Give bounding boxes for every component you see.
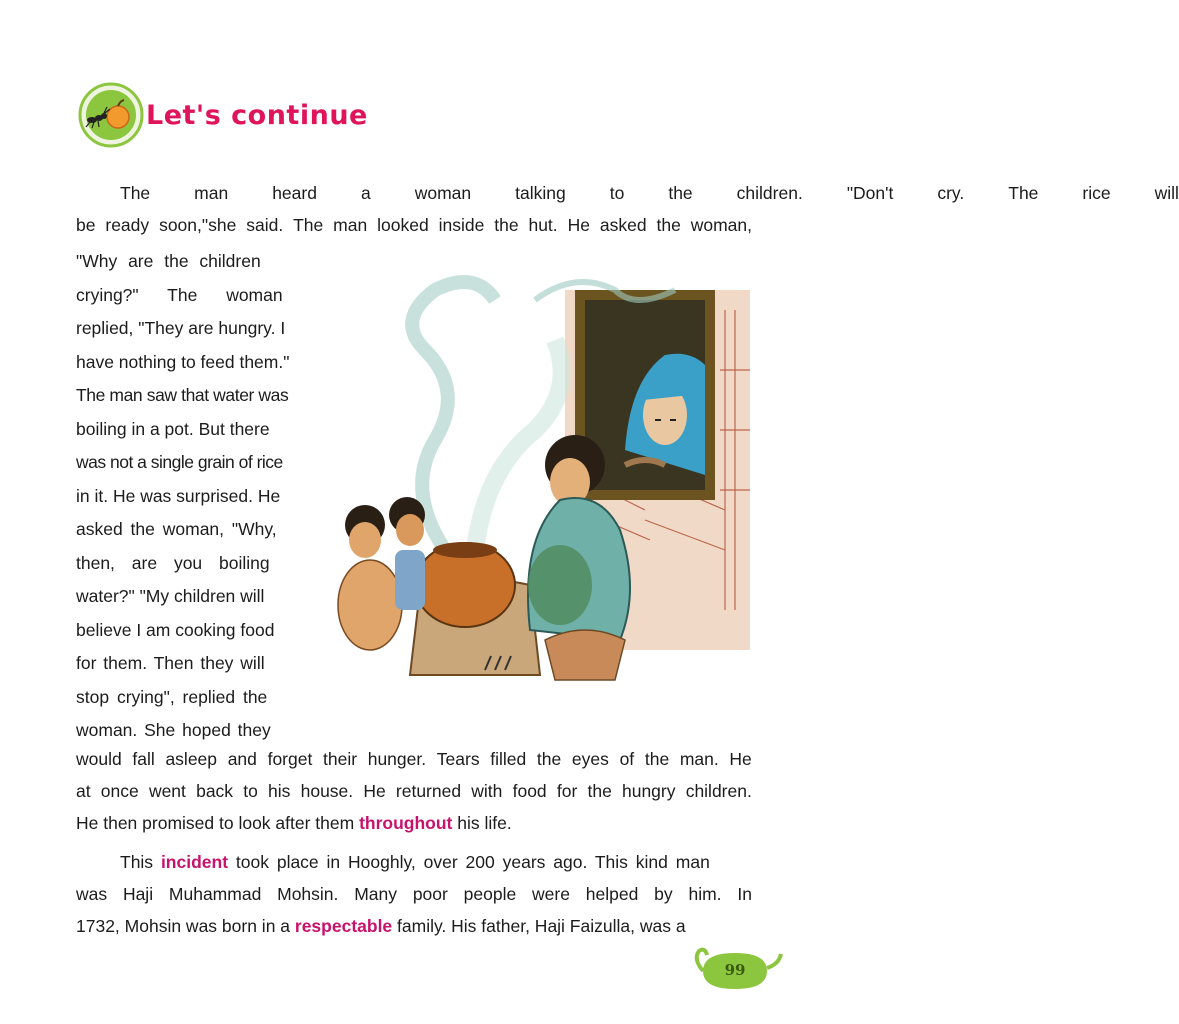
word: man. [679,749,719,769]
word: hungry [621,781,676,801]
word: helped [585,884,639,904]
word: He [567,215,590,235]
word: said. [246,215,284,235]
mother-children-boiling-pot-illustration [325,250,750,695]
word: the [536,749,562,769]
word: cry. [937,183,965,203]
word: Muhammad [168,884,262,904]
text-line [76,209,752,241]
word: for [556,781,578,801]
word: The [1008,183,1039,203]
word: their [323,749,358,769]
text-line: woman. She hoped they [76,720,271,740]
word: went [148,781,186,801]
text-line: then, are you boiling [76,552,270,573]
text-line: asked the woman, "Why, [76,519,277,539]
text-fragment: He then promised to look after them [76,813,360,833]
word: children. [736,183,803,203]
word: a [360,183,371,203]
word: The [293,215,324,235]
ant-apple-icon [78,82,144,148]
word: The [120,183,151,203]
text-line: stop crying", replied the [76,686,268,707]
vocabulary-word: respectable [294,916,393,936]
word: hunger. [367,749,427,769]
text-line [76,807,752,839]
text-line [76,177,1179,209]
text-fragment: family. His father, Haji Faizulla, was a [392,916,686,936]
text-line: believe I am cooking food [76,619,275,640]
text-line: crying?" The woman [76,284,283,305]
word: house. [300,781,354,801]
word: asked [599,215,647,235]
text-line [76,846,752,878]
word: the [656,215,681,235]
word: fall [132,749,155,769]
vocabulary-word: throughout [359,813,453,833]
text-fragment: This [120,852,161,872]
word: woman, [690,215,752,235]
word: Many [354,884,398,904]
word: to [243,781,258,801]
text-fragment: took place in Hooghly, over 200 years ago. This kind man [228,852,710,872]
text-line: have nothing to feed them." [76,351,290,372]
text-fragment: his life. [452,813,512,833]
text-line: was not a single grain of rice [76,452,283,472]
word: Mohsin. [277,884,339,904]
text-line: The man saw that water was [76,385,289,405]
word: the [494,215,519,235]
word: He [729,749,752,769]
word: rice [1082,183,1111,203]
word: inside [438,215,485,235]
paragraph-1-column [76,245,316,748]
text-line: boiling in a pot. But there [76,418,270,439]
section-header [78,80,368,150]
word: the [587,781,612,801]
word: talking [515,183,566,203]
word: at [76,781,91,801]
text-line [76,910,752,942]
word: woman [414,183,472,203]
word: the [668,183,693,203]
word: food [512,781,547,801]
text-line: in it. He was surprised. He [76,485,281,506]
text-line: water?" "My children will [76,586,265,606]
word: poor [412,884,448,904]
word: of [619,749,635,769]
word: In [737,884,752,904]
word: Haji [122,884,154,904]
text-line: "Why are the children [76,251,261,271]
word: soon,"she [159,215,237,235]
word: by [654,884,673,904]
word: heard [272,183,317,203]
text-line [76,878,752,910]
word: filled [490,749,527,769]
word: back [196,781,234,801]
word: children. [685,781,752,801]
paragraph-2 [76,846,752,942]
word: the [644,749,670,769]
word: hut. [528,215,558,235]
paragraph-1-intro [76,177,1179,241]
page-number-badge [685,946,785,996]
word: man [194,183,229,203]
word: be [76,215,96,235]
word: ready [105,215,150,235]
word: with [471,781,503,801]
page-number: 99 [724,961,746,979]
word: was [76,884,108,904]
word: him. [688,884,722,904]
text-line [76,775,752,807]
vocabulary-word: incident [160,852,229,872]
word: He [363,781,386,801]
word: people [463,884,517,904]
word: Tears [436,749,480,769]
word: returned [395,781,462,801]
word: man [333,215,368,235]
text-line [76,743,752,775]
word: to [609,183,625,203]
text-fragment: 1732, Mohsin was born in a [76,916,295,936]
paragraph-1-continuation [76,743,752,839]
word: asleep [165,749,218,769]
word: will [1154,183,1179,203]
text-line: for them. Then they will [76,653,265,673]
word: were [532,884,570,904]
text-line: replied, "They are hungry. I [76,318,286,338]
page-title: Let's continue [146,99,368,131]
word: "Don't [846,183,894,203]
word: forget [267,749,313,769]
word: and [227,749,257,769]
word: looked [377,215,429,235]
word: once [100,781,139,801]
word: would [76,749,122,769]
word: his [268,781,291,801]
word: eyes [571,749,609,769]
